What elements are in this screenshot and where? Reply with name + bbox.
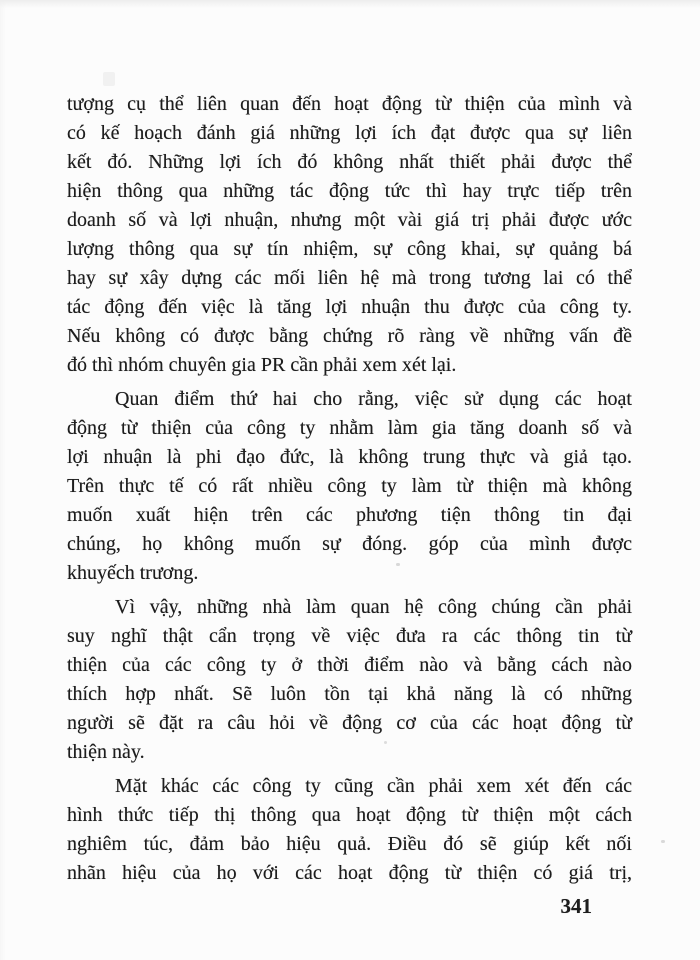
text-line: đó thì nhóm chuyên gia PR cần phải xem xét lại. bbox=[67, 354, 457, 376]
text-line: Mặt khác các công ty cũng cần phải xem xét đến các bbox=[115, 775, 632, 797]
text-line: thích hợp nhất. Sẽ luôn tồn tại khả năng là có những bbox=[67, 683, 632, 705]
text-line: có kế hoạch đánh giá những lợi ích đạt được qua sự liên bbox=[67, 122, 632, 144]
page-number: 341 bbox=[560, 894, 592, 918]
scan-artifact-speck bbox=[661, 840, 665, 843]
text-line: kết đó. Những lợi ích đó không nhất thiết phải được thể bbox=[67, 151, 632, 173]
text-line: hình thức tiếp thị thông qua hoạt động từ thiện một cách bbox=[67, 804, 632, 826]
text-line: muốn xuất hiện trên các phương tiện thông tin đại bbox=[67, 504, 632, 526]
paragraph-3 bbox=[67, 593, 632, 767]
text-line: lượng thông qua sự tín nhiệm, sự công khai, sự quảng bá bbox=[67, 238, 632, 260]
paragraph-2 bbox=[67, 385, 632, 588]
text-line: thiện này. bbox=[67, 741, 145, 763]
text-line: tác động đến việc là tăng lợi nhuận thu được của công ty. bbox=[67, 296, 632, 318]
text-line: hiện thông qua những tác động tức thì hay trực tiếp trên bbox=[67, 180, 632, 202]
paragraph-1 bbox=[67, 90, 632, 380]
text-line: thiện của các công ty ở thời điểm nào và bằng cách nào bbox=[67, 654, 632, 676]
text-line: doanh số và lợi nhuận, nhưng một vài giá trị phải được ước bbox=[67, 209, 632, 231]
text-line: Quan điểm thứ hai cho rằng, việc sử dụng các hoạt bbox=[115, 388, 632, 410]
text-line: lợi nhuận là phi đạo đức, là không trung thực và giả tạo. bbox=[67, 446, 632, 468]
text-line: tượng cụ thể liên quan đến hoạt động từ thiện của mình và bbox=[67, 93, 632, 115]
text-line: Nếu không có được bằng chứng rõ ràng về những vấn đề bbox=[67, 325, 632, 347]
text-line: Trên thực tế có rất nhiều công ty làm từ thiện mà không bbox=[67, 475, 632, 497]
body-text bbox=[67, 90, 632, 919]
text-line: nhãn hiệu của họ với các hoạt động từ thiện có giá trị, bbox=[67, 862, 632, 884]
text-line: hay sự xây dựng các mối liên hệ mà trong tương lai có thể bbox=[67, 267, 632, 289]
text-line: suy nghĩ thật cẩn trọng về việc đưa ra các thông tin từ bbox=[67, 625, 632, 647]
text-line: Vì vậy, những nhà làm quan hệ công chúng cần phải bbox=[115, 596, 632, 618]
scan-artifact-speck bbox=[103, 72, 115, 86]
text-line: khuyếch trương. bbox=[67, 562, 199, 584]
text-line: nghiêm túc, đảm bảo hiệu quả. Điều đó sẽ giúp kết nối bbox=[67, 833, 632, 855]
paragraph-4 bbox=[67, 772, 632, 888]
text-line: người sẽ đặt ra câu hỏi về động cơ của các hoạt động từ bbox=[67, 712, 632, 734]
text-line: động từ thiện của công ty nhằm làm gia tăng doanh số và bbox=[67, 417, 632, 439]
text-line: chúng, họ không muốn sự đóng. góp của mình được bbox=[67, 533, 632, 555]
